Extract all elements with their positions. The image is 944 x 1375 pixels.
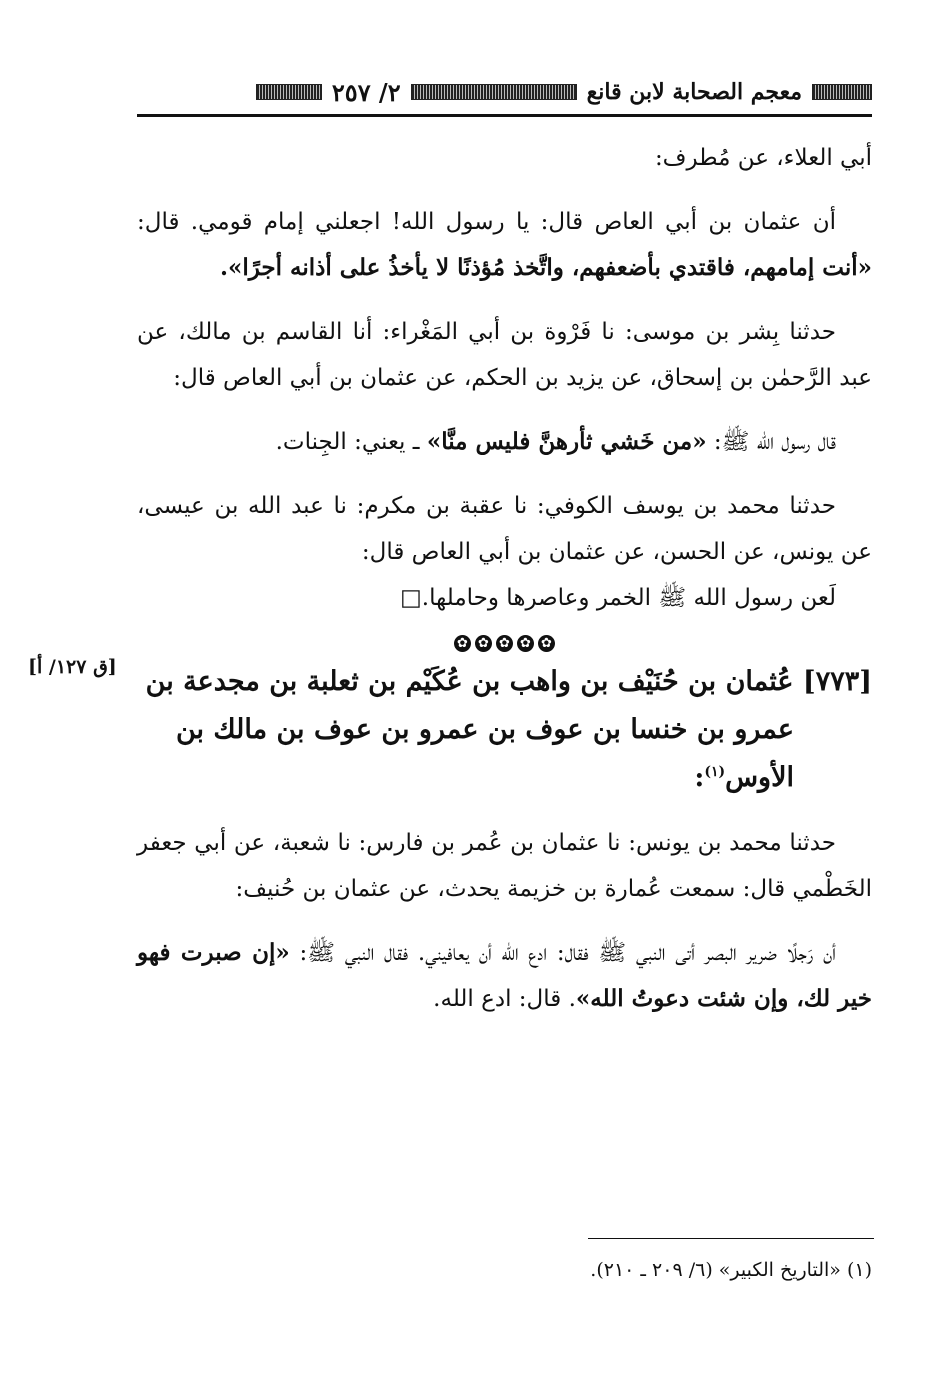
- footnote: (١) «التاريخ الكبير» (٦/ ٢٠٩ ـ ٢١٠).: [590, 1259, 872, 1281]
- entry-name-end: الأوس: [725, 762, 794, 793]
- paragraph: أبي العلاء، عن مُطرف:: [654, 145, 872, 171]
- margin-note: [ق ١٢٧/ أ]: [28, 656, 117, 678]
- header-ornament-left: [256, 84, 322, 100]
- entry-number: [٧٧٣]: [802, 666, 872, 697]
- text-run: ـ يعني: الجِنات.: [275, 429, 427, 455]
- text-run: قال:: [137, 209, 180, 235]
- header-ornament-middle: [411, 84, 577, 100]
- entry-line: [137, 658, 872, 706]
- isnad-paragraph: حدثنا محمد بن يوسف الكوفي: نا عقبة بن مكرم: نا عبد الله بن عيسى، عن يونس، عن الحسن، عن عثمان بن أبي العاص قال:: [137, 493, 872, 565]
- page-header: [137, 70, 872, 117]
- page-body: [137, 70, 872, 1022]
- page-number: ٢/ ٢٥٧: [331, 77, 401, 107]
- text-run: . قال: ادع الله.: [433, 986, 576, 1012]
- text-run: أن عثمان بن أبي العاص قال: يا رسول الله! اجعلني إمام قومي.: [190, 209, 837, 235]
- header-ornament-right: [812, 84, 872, 100]
- hadith-quote: «أنت إمامهم، فاقتدي بأضعفهم، واتَّخذ مُؤذنًا لا يأخذُ على أذانه أجرًا».: [219, 254, 872, 281]
- text-run: قال رسول الله ﷺ:: [706, 429, 836, 455]
- star-icon: ✿: [454, 635, 471, 652]
- paragraph: لَعن رسول الله ﷺ الخمر وعاصرها وحاملها.□: [400, 585, 836, 611]
- star-icon: ✿: [496, 635, 513, 652]
- header-title: معجم الصحابة لابن قانع: [586, 79, 802, 105]
- text-run: أن رَجلًا ضرير البصر أتى النبي ﷺ فقال: ادع الله أن يعافيني. فقال النبي ﷺ:: [289, 940, 836, 966]
- hadith-quote: «إن صبرت فهو خير لك، وإن شئت دعوتُ الله»: [137, 939, 872, 1012]
- star-icon: ✿: [538, 635, 555, 652]
- star-icon: ✿: [475, 635, 492, 652]
- section-divider: [137, 635, 872, 652]
- entry-colon: :: [694, 762, 705, 793]
- entry-heading: [137, 658, 872, 802]
- entry-name: عُثمان بن حُنَيْف بن واهب بن عُكَيْم بن ثعلبة بن مجدعة بن: [145, 666, 803, 697]
- paragraph: [137, 199, 872, 291]
- star-icon: ✿: [517, 635, 534, 652]
- entry-line: عمرو بن خنسا بن عوف بن عمرو بن عوف بن مالك بن: [175, 714, 794, 745]
- footnote-ref: (١): [704, 764, 726, 780]
- hadith-quote: «من خَشي ثأرهنَّ فليس منَّا»: [426, 428, 707, 455]
- paragraph: [137, 419, 872, 465]
- entry-line: [137, 754, 872, 802]
- paragraph: [137, 930, 872, 1022]
- isnad-paragraph: حدثنا بِشر بن موسى: نا فَرْوة بن أبي المَغْراء: أنا القاسم بن مالك، عن عبد الرَّحمٰن بن إسحاق، عن يزيد بن الحكم، عن عثمان بن أبي العاص قال:: [137, 319, 872, 391]
- footnote-divider: [588, 1238, 874, 1239]
- isnad-paragraph: حدثنا محمد بن يونس: نا عثمان بن عُمر بن فارس: نا شعبة، عن أبي جعفر الخَطْمي قال: سمعت عُمارة بن خزيمة يحدث، عن عثمان بن حُنيف:: [137, 830, 872, 902]
